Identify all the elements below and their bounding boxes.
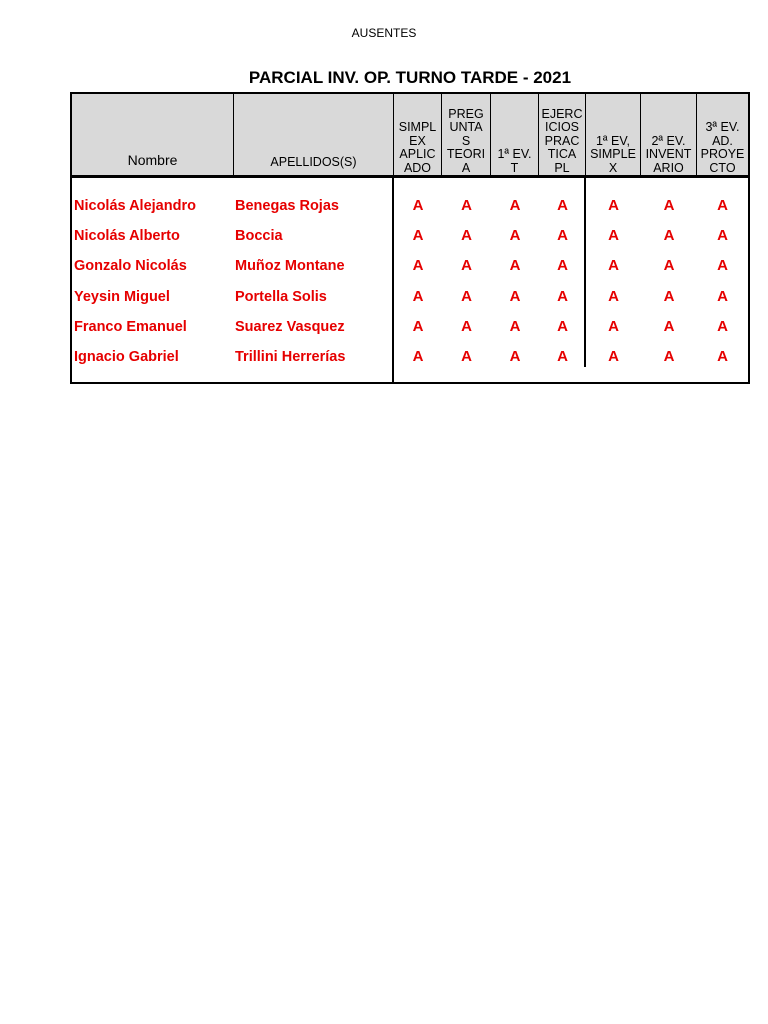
absences-table xyxy=(70,92,750,384)
grade-cell: A xyxy=(461,197,472,214)
table-row xyxy=(72,282,748,312)
apellidos-cell: Benegas Rojas xyxy=(235,198,339,214)
grade-cell: A xyxy=(608,287,619,305)
grade-cell: A xyxy=(663,317,675,335)
grade-cell: A xyxy=(412,317,424,335)
grade-cell: A xyxy=(557,197,568,214)
header-3-ev-proyecto: 3ª EV. AD. PROYE CTO xyxy=(700,120,745,175)
table-row xyxy=(72,342,748,372)
grade-cell: A xyxy=(608,257,619,275)
grade-cell: A xyxy=(557,287,568,305)
grade-cell: A xyxy=(663,197,675,214)
apellidos-cell: Trillini Herrerías xyxy=(235,348,346,365)
header-ejercicios-practica: EJERC ICIOS PRAC TICA PL xyxy=(539,94,586,175)
grade-cell: A xyxy=(663,227,675,245)
grade-cell: A xyxy=(608,227,619,245)
table-row xyxy=(72,221,748,251)
table-header xyxy=(72,94,748,178)
grade-cell: A xyxy=(557,347,568,365)
grade-cell: A xyxy=(717,347,728,365)
header-apellidos: APELLIDOS(S) xyxy=(234,94,394,175)
apellidos-cell: Suarez Vasquez xyxy=(235,318,345,335)
apellidos-cell: Portella Solis xyxy=(235,288,327,305)
grade-cell: A xyxy=(509,257,521,275)
grade-cell: A xyxy=(663,257,675,275)
grade-cell: A xyxy=(461,347,472,365)
grade-cell: A xyxy=(461,257,472,275)
page-title: PARCIAL INV. OP. TURNO TARDE - 2021 xyxy=(248,68,572,87)
apellidos-cell: Boccia xyxy=(235,228,283,245)
grade-cell: A xyxy=(717,257,728,275)
grade-cell: A xyxy=(461,317,472,335)
table-row xyxy=(72,191,748,221)
grade-cell: A xyxy=(717,227,728,245)
grade-cell: A xyxy=(717,287,728,305)
grade-cell: A xyxy=(663,347,675,365)
grade-cell: A xyxy=(412,197,424,214)
header-nombre: Nombre xyxy=(72,94,234,175)
grade-cell: A xyxy=(509,287,521,305)
top-label: AUSENTES xyxy=(351,26,417,40)
nombre-cell: Ignacio Gabriel xyxy=(74,348,179,365)
grade-cell: A xyxy=(557,227,568,245)
grade-cell: A xyxy=(412,287,424,305)
grade-cell: A xyxy=(663,287,675,305)
grade-cell: A xyxy=(608,197,619,214)
grade-cell: A xyxy=(509,347,521,365)
grade-cell: A xyxy=(717,317,728,335)
grade-cell: A xyxy=(412,227,424,245)
header-1-ev-t: 1ª EV. T xyxy=(491,94,539,175)
grade-cell: A xyxy=(412,257,424,275)
grade-cell: A xyxy=(412,347,424,365)
grade-cell: A xyxy=(509,197,521,214)
apellidos-cell: Muñoz Montane xyxy=(235,258,345,275)
nombre-cell: Gonzalo Nicolás xyxy=(74,258,187,275)
header-2-ev-inventario: 2ª EV. INVENT ARIO xyxy=(641,94,697,175)
grade-cell: A xyxy=(608,317,619,335)
grade-cell: A xyxy=(461,227,472,245)
nombre-cell: Yeysin Miguel xyxy=(74,288,170,305)
grade-cell: A xyxy=(557,257,568,275)
table-body xyxy=(72,191,748,372)
table-row xyxy=(72,251,748,281)
header-preguntas-teoria: PREG UNTA S TEORI A xyxy=(442,94,491,175)
table-row xyxy=(72,312,748,342)
grade-cell: A xyxy=(608,347,619,365)
nombre-cell: Nicolás Alejandro xyxy=(74,198,196,214)
grade-cell: A xyxy=(461,287,472,305)
nombre-cell: Franco Emanuel xyxy=(74,318,187,335)
header-1-ev-simplex: 1ª EV, SIMPLE X xyxy=(586,94,641,175)
grade-cell: A xyxy=(509,227,521,245)
nombre-cell: Nicolás Alberto xyxy=(74,228,180,245)
grade-cell: A xyxy=(717,197,728,214)
grade-cell: A xyxy=(509,317,521,335)
header-simplex-aplicado: SIMPL EX APLIC ADO xyxy=(394,94,442,175)
grade-cell: A xyxy=(557,317,568,335)
